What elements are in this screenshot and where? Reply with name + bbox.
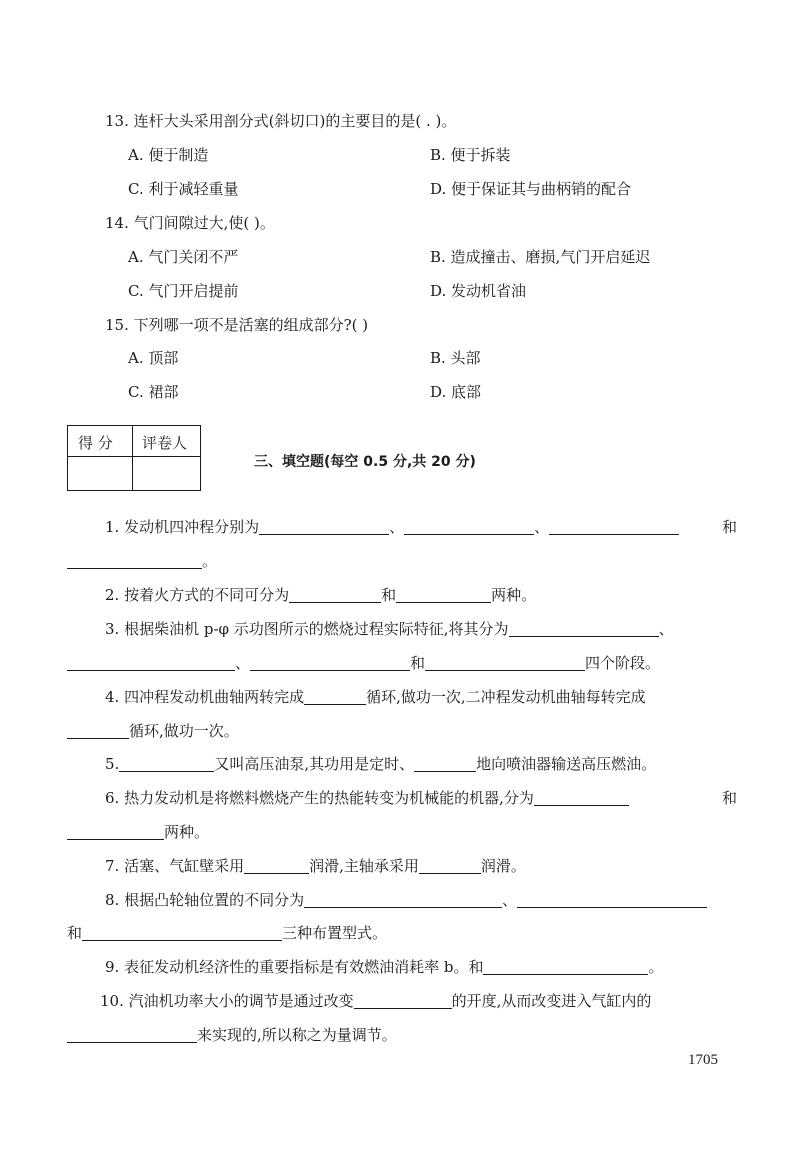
answer-blank[interactable] [354,992,452,1009]
question-15-stem: 15. 下列哪一项不是活塞的组成部分?( ) [105,316,369,334]
answer-blank[interactable] [67,823,164,840]
question-13-stem: 13. 连杆大头采用剖分式(斜切口)的主要目的是( . )。 [105,112,457,130]
answer-blank[interactable] [82,924,282,941]
fill-question-3: 3. 根据柴油机 p-φ 示功图所示的燃烧过程实际特征,将其分为 、 [105,620,674,638]
question-15-option-c: C. 裙部 [128,383,179,401]
answer-blank[interactable] [483,958,648,975]
answer-blank[interactable] [67,654,235,671]
fill-question-4: 4. 四冲程发动机曲轴两转完成 循环,做功一次,二冲程发动机曲轴每转完成 [105,688,646,706]
grader-label: 评卷人 [142,434,188,452]
fill-question-3-cont: 、 和 四个阶段。 [67,652,660,673]
fill-question-6-cont: 两种。 [67,821,209,842]
answer-blank[interactable] [259,518,389,535]
fill-question-6-and: 和 [722,789,738,807]
question-14-option-a: A. 气门关闭不严 [128,248,239,266]
question-13-option-b: B. 便于拆装 [430,146,511,164]
fill-question-4-cont: 循环,做功一次。 [67,720,239,741]
answer-blank[interactable] [304,891,502,908]
answer-blank[interactable] [549,518,679,535]
fill-question-7: 7. 活塞、气缸壁采用 润滑,主轴承采用 润滑。 [105,857,526,875]
fill-question-6: 6. 热力发动机是将燃料燃烧产生的热能转变为机械能的机器,分为 [105,787,629,808]
answer-blank[interactable] [404,518,534,535]
fill-question-10: 10. 汽油机功率大小的调节是通过改变 的开度,从而改变进入气缸内的 [100,992,652,1010]
fill-question-9: 9. 表征发动机经济性的重要指标是有效燃油消耗率 b。和 。 [105,958,664,976]
fill-question-8-cont: 和 三种布置型式。 [67,924,388,942]
fill-question-2: 2. 按着火方式的不同可分为 和 两种。 [105,586,537,604]
answer-blank[interactable] [250,654,410,671]
fill-question-8: 8. 根据凸轮轴位置的不同分为 、 [105,889,707,910]
question-15-option-a: A. 顶部 [128,349,179,367]
question-14-stem: 14. 气门间隙过大,使( )。 [105,214,275,232]
question-13-option-a: A. 便于制造 [128,146,209,164]
page-number: 1705 [688,1052,718,1068]
question-13-option-d: D. 便于保证其与曲柄销的配合 [430,180,632,198]
question-14-option-b: B. 造成撞击、磨损,气门开启延迟 [430,248,651,266]
question-14-option-c: C. 气门开启提前 [128,282,239,300]
fill-question-1-and: 和 [722,518,738,536]
fill-question-10-cont: 来实现的,所以称之为量调节。 [67,1024,397,1045]
answer-blank[interactable] [509,620,659,637]
answer-blank[interactable] [534,789,629,806]
answer-blank[interactable] [517,891,707,908]
answer-blank[interactable] [67,552,202,569]
answer-blank[interactable] [244,857,309,874]
answer-blank[interactable] [67,722,129,739]
question-15-option-d: D. 底部 [430,383,482,401]
question-15-option-b: B. 头部 [430,349,481,367]
answer-blank[interactable] [396,586,491,603]
answer-blank[interactable] [304,688,366,705]
section-3-title: 三、填空题(每空 0.5 分,共 20 分) [254,454,476,470]
score-label: 得 分 [78,434,113,452]
answer-blank[interactable] [289,586,381,603]
grader-input-cell[interactable] [133,457,200,490]
question-13-option-c: C. 利于减轻重量 [128,180,239,198]
fill-question-1: 1. 发动机四冲程分别为 、 、 [105,516,679,537]
score-input-cell[interactable] [68,457,131,490]
answer-blank[interactable] [119,755,214,772]
fill-question-1-cont: 。 [67,550,217,571]
answer-blank[interactable] [414,755,476,772]
score-box [67,425,201,491]
answer-blank[interactable] [425,654,585,671]
answer-blank[interactable] [419,857,481,874]
fill-question-5: 5. 又叫高压油泵,其功用是定时、 地向喷油器输送高压燃油。 [105,755,657,773]
answer-blank[interactable] [67,1026,197,1043]
question-14-option-d: D. 发动机省油 [430,282,527,300]
